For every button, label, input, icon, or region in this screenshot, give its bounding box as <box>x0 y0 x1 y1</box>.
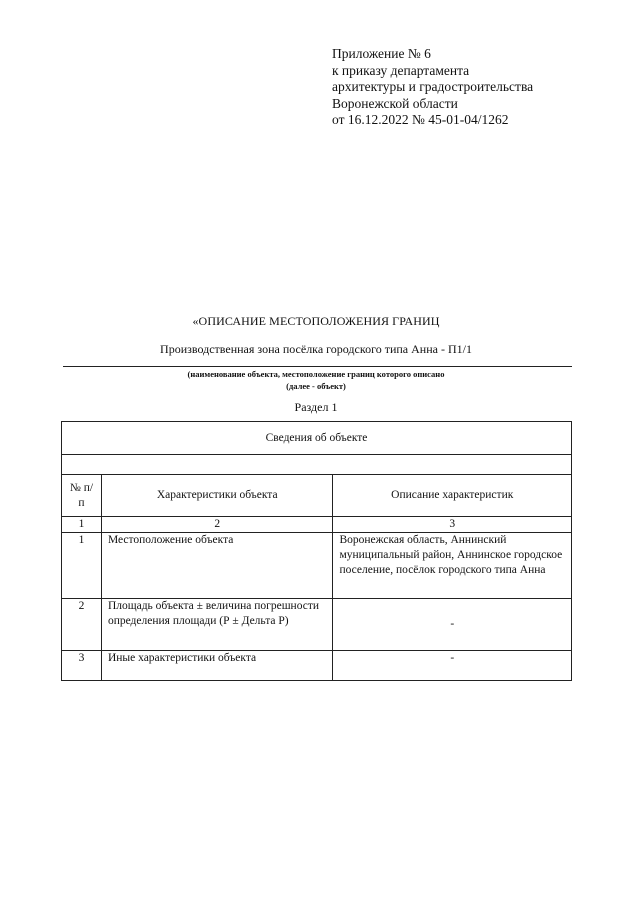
appendix-line: от 16.12.2022 № 45-01-04/1262 <box>332 112 509 127</box>
table-row <box>62 599 572 651</box>
appendix-line: Приложение № 6 <box>332 46 431 61</box>
underline-divider <box>63 366 572 367</box>
appendix-line: архитектуры и градостроительства <box>332 79 534 94</box>
col-number: 3 <box>333 517 572 533</box>
table-row <box>62 533 572 599</box>
caption-line: (далее - объект) <box>286 381 346 391</box>
object-info-table <box>61 421 572 681</box>
appendix-line: Воронежской области <box>332 95 458 111</box>
row-description: Воронежская область, Аннинский муниципальный район, Аннинское городское поселение, посёлок городского типа Анна <box>333 533 572 599</box>
appendix-line: к приказу департамента <box>332 62 470 78</box>
row-characteristic: Иные характеристики объекта <box>101 651 333 681</box>
document-title: «ОПИСАНИЕ МЕСТОПОЛОЖЕНИЯ ГРАНИЦ <box>192 314 440 328</box>
row-characteristic: Местоположение объекта <box>101 533 333 599</box>
header-num: № п/п <box>62 475 102 517</box>
header-characteristic: Характеристики объекта <box>101 475 333 517</box>
row-num: 1 <box>62 533 102 599</box>
col-number: 1 <box>62 517 102 533</box>
section-title: Раздел 1 <box>294 400 338 414</box>
row-num: 3 <box>62 651 102 681</box>
col-number: 2 <box>101 517 333 533</box>
row-description: - <box>333 599 572 651</box>
row-num: 2 <box>62 599 102 651</box>
object-name-caption <box>60 368 572 392</box>
caption-line: (наименование объекта, местоположение границ которого описано <box>187 369 445 379</box>
row-characteristic: Площадь объекта ± величина погрешности определения площади (Р ± Дельта Р) <box>101 599 333 651</box>
row-description: - <box>333 651 572 681</box>
object-name: Производственная зона посёлка городского типа Анна - П1/1 <box>160 342 472 356</box>
appendix-header <box>332 46 533 129</box>
header-description: Описание характеристик <box>333 475 572 517</box>
table-row <box>62 651 572 681</box>
table-heading: Сведения об объекте <box>62 422 572 455</box>
empty-row <box>62 455 572 475</box>
